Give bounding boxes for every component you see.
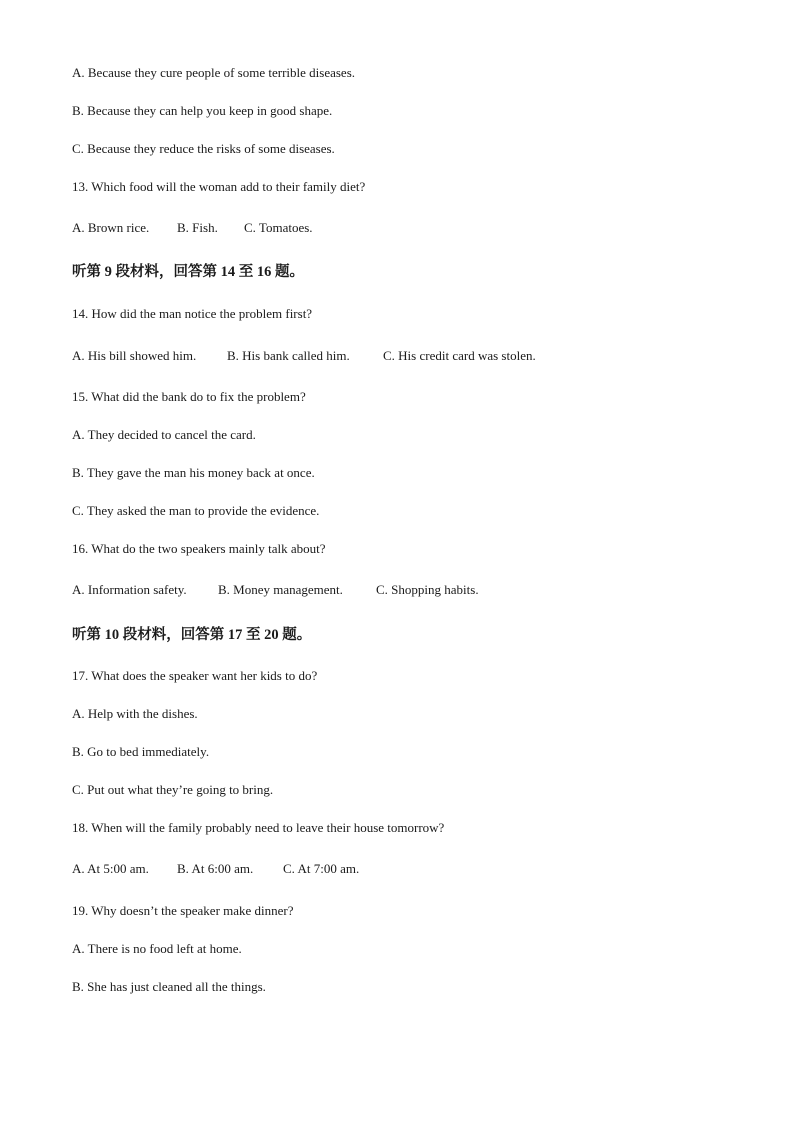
q18-option-c: C. At 7:00 am.: [283, 861, 360, 876]
q15-question: 15. What did the bank do to fix the problem?: [72, 389, 306, 404]
q12-option-c: C. Because they reduce the risks of some diseases.: [72, 141, 335, 156]
q15-option-c: C. They asked the man to provide the evidence.: [72, 503, 320, 518]
q13-question: 13. Which food will the woman add to their family diet?: [72, 179, 366, 194]
section-10-heading: 听第 10 段材料，回答第 17 至 20 题。: [72, 627, 312, 643]
q16-option-a: A. Information safety.: [72, 582, 187, 597]
q14-option-b: B. His bank called him.: [227, 348, 350, 363]
q13-option-c: C. Tomatoes.: [244, 220, 313, 235]
q16-options: [72, 582, 479, 598]
q16-question: 16. What do the two speakers mainly talk about?: [72, 541, 326, 556]
q12-option-a: A. Because they cure people of some terrible diseases.: [72, 65, 356, 80]
q13-option-b: B. Fish.: [177, 220, 218, 235]
q14-option-c: C. His credit card was stolen.: [383, 348, 536, 363]
q14-option-a: A. His bill showed him.: [72, 348, 197, 363]
q15-option-a: A. They decided to cancel the card.: [72, 427, 256, 442]
q16-option-b: B. Money management.: [218, 582, 343, 597]
q19-option-a: A. There is no food left at home.: [72, 941, 242, 956]
section-9-heading: 听第 9 段材料，回答第 14 至 16 题。: [72, 264, 304, 280]
q14-options: [72, 348, 536, 364]
q18-option-a: A. At 5:00 am.: [72, 861, 149, 876]
q18-options: [72, 861, 359, 877]
q16-option-c: C. Shopping habits.: [376, 582, 479, 597]
q19-option-b: B. She has just cleaned all the things.: [72, 979, 266, 994]
q19-question: 19. Why doesn’t the speaker make dinner?: [72, 903, 294, 918]
q17-option-c: C. Put out what they’re going to bring.: [72, 782, 274, 797]
q13-options: [72, 220, 313, 236]
q12-option-b: B. Because they can help you keep in good shape.: [72, 103, 333, 118]
q17-question: 17. What does the speaker want her kids to do?: [72, 668, 318, 683]
q14-question: 14. How did the man notice the problem first?: [72, 306, 313, 321]
q17-option-a: A. Help with the dishes.: [72, 706, 198, 721]
q13-option-a: A. Brown rice.: [72, 220, 150, 235]
q15-option-b: B. They gave the man his money back at once.: [72, 465, 315, 480]
q18-question: 18. When will the family probably need to leave their house tomorrow?: [72, 820, 445, 835]
q17-option-b: B. Go to bed immediately.: [72, 744, 210, 759]
q18-option-b: B. At 6:00 am.: [177, 861, 254, 876]
